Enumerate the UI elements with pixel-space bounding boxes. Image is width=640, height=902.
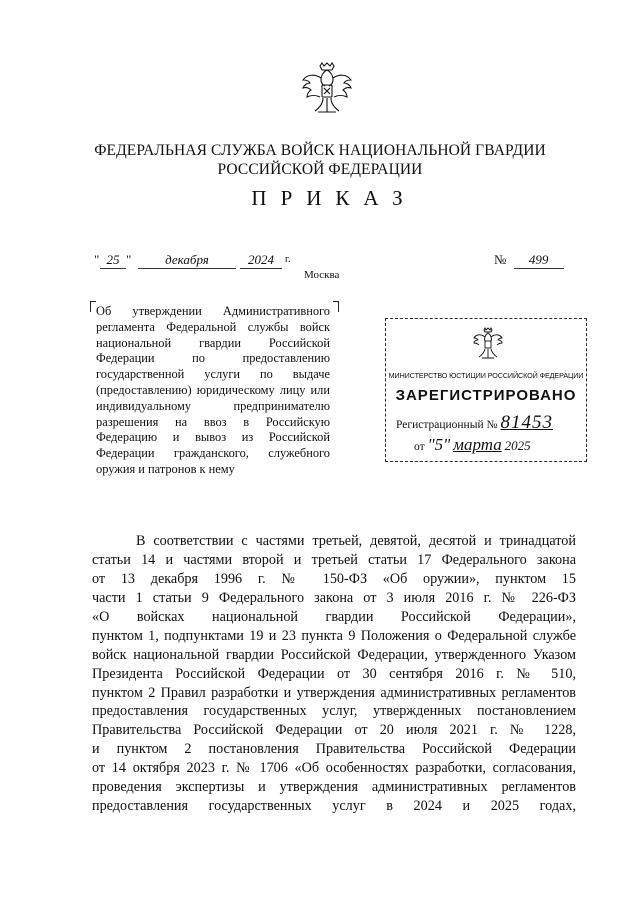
- stamp-reg-number: 81453: [500, 412, 553, 433]
- stamp-registration-number: [396, 412, 553, 434]
- stamp-reg-label: Регистрационный №: [396, 419, 498, 431]
- subject-line: Федерации гражданского, служебного: [96, 446, 330, 461]
- subject-line: оружия и патронов к нему: [96, 461, 235, 476]
- body-line: Президента Российской Федерации от 30 сентября 2016 г. № 510,: [92, 665, 576, 682]
- body-line: статьи 14 и частями второй и третьей статьи 17 Федерального закона: [92, 551, 576, 568]
- stamp-date-year: 2025: [504, 438, 531, 453]
- order-subject: [96, 304, 330, 478]
- subject-line: (предоставлению) юридическому лицу или: [96, 382, 330, 397]
- stamp-date-prefix: от: [414, 441, 425, 453]
- subject-line: государственной услуги по выдаче: [96, 367, 330, 382]
- date-month: декабря: [138, 252, 236, 269]
- stamp-date-day: "5": [427, 435, 451, 454]
- subject-line: Федерации по предоставлению: [96, 351, 330, 366]
- russian-coat-of-arms-icon: [298, 60, 356, 118]
- agency-name-line-2: РОССИЙСКОЙ ФЕДЕРАЦИИ: [217, 161, 423, 178]
- body-line: войск национальной гвардии Российской Федерации, утвержденного Указом: [92, 646, 576, 663]
- body-line: проведения экспертизы и утверждения административных регламентов: [92, 779, 576, 796]
- registration-stamp: [385, 318, 587, 462]
- date-close-quote: ": [126, 252, 132, 267]
- subject-line: национальной гвардии Российской: [96, 335, 330, 350]
- body-line: В соответствии с частями третьей, девятой, десятой и тринадцатой: [136, 533, 576, 549]
- body-line: «О войсках национальной гвардии Российской Федерации»,: [92, 608, 576, 625]
- date-year: 2024: [240, 252, 282, 269]
- order-number-prefix: №: [494, 252, 507, 267]
- body-line: предоставления государственных услуг в 2024 и 2025 годах,: [92, 798, 576, 815]
- body-line: Правительства Российской Федерации от 20 июля 2021 г. № 1228,: [92, 722, 576, 739]
- date-day: 25: [100, 252, 126, 269]
- body-line: и пунктом 2 постановления Правительства Российской Федерации: [92, 741, 576, 758]
- body-line: пунктом 1, подпунктами 19 и 23 пункта 9 Положения о Федеральной службе: [92, 627, 576, 644]
- city: Москва: [304, 269, 340, 281]
- body-line: пунктом 2 Правил разработки и утверждения административных регламентов: [92, 684, 576, 701]
- order-number: [494, 252, 564, 269]
- date-year-suffix: г.: [285, 254, 291, 265]
- order-body: [92, 532, 576, 816]
- stamp-registration-date: [414, 435, 531, 455]
- stamp-status: ЗАРЕГИСТРИРОВАНО: [395, 387, 577, 404]
- subject-line: разрешения на ввоз в Российскую: [96, 414, 330, 429]
- agency-name-line-1: ФЕДЕРАЛЬНАЯ СЛУЖБА ВОЙСК НАЦИОНАЛЬНОЙ ГВАРДИИ: [94, 142, 546, 159]
- subject-line: индивидуальному предпринимателю: [96, 398, 330, 413]
- russian-coat-of-arms-seal-icon: [472, 327, 504, 361]
- subject-line: Федерацию и вывоз из Российской: [96, 430, 330, 445]
- document-type-title: ПРИКАЗ: [251, 186, 417, 210]
- order-number-value: 499: [514, 252, 564, 269]
- body-line: от 14 октября 2023 г. № 1706 «Об особенностях разработки, согласования,: [92, 760, 576, 777]
- body-line: предоставления государственных услуг, утвержденных постановлением: [92, 703, 576, 720]
- stamp-date-month: марта: [453, 435, 502, 454]
- body-line: части 1 статьи 9 Федерального закона от 3 июля 2016 г. № 226-ФЗ: [92, 589, 576, 606]
- subject-line: Об утверждении Административного: [96, 304, 330, 318]
- subject-line: регламента Федеральной службы войск: [96, 319, 330, 334]
- stamp-ministry: МИНИСТЕРСТВО ЮСТИЦИИ РОССИЙСКОЙ ФЕДЕРАЦИИ: [388, 371, 584, 380]
- date-open-quote: ": [94, 252, 100, 267]
- subject-bracket-right: [333, 301, 339, 312]
- body-line: от 13 декабря 1996 г. № 150-ФЗ «Об оружии», пунктом 15: [92, 570, 576, 587]
